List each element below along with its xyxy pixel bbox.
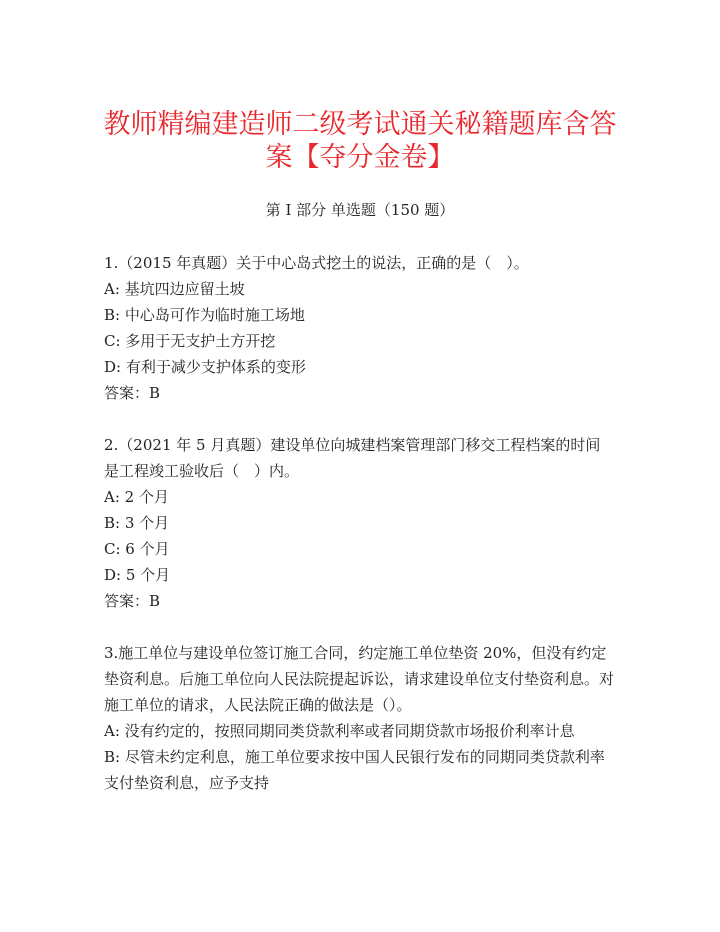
option-b: B: 尽管未约定利息，施工单位要求按中国人民银行发布的同期同类贷款利率支付垫资利息，应予支持 bbox=[104, 748, 605, 792]
option-a: A: 基坑四边应留土坡 bbox=[104, 280, 245, 298]
question-stem: 3.施工单位与建设单位签订施工合同，约定施工单位垫资 20%，但没有约定垫资利息。后施工单位向人民法院提起诉讼，请求建设单位支付垫资利息。对施工单位的请求，人民法院正确的做法是（）。 bbox=[104, 644, 615, 714]
question-stem: 2.（2021 年 5 月真题）建设单位向城建档案管理部门移交工程档案的时间是工程竣工验收后（ ）内。 bbox=[104, 436, 601, 480]
question-1 bbox=[104, 250, 614, 406]
question-stem: 1.（2015 年真题）关于中心岛式挖土的说法，正确的是（ ）。 bbox=[104, 254, 529, 272]
document-title: 教师精编建造师二级考试通关秘籍题库含答案【夺分金卷】 bbox=[103, 109, 617, 173]
option-a: A: 2 个月 bbox=[104, 488, 169, 506]
option-b: B: 中心岛可作为临时施工场地 bbox=[104, 306, 305, 324]
question-3 bbox=[104, 640, 614, 796]
option-d: D: 有利于减少支护体系的变形 bbox=[104, 358, 306, 376]
option-a: A: 没有约定的，按照同期同类贷款利率或者同期贷款市场报价利率计息 bbox=[104, 722, 575, 740]
option-d: D: 5 个月 bbox=[104, 566, 171, 584]
answer: 答案：B bbox=[104, 384, 161, 402]
section-heading: 第 I 部分 单选题（150 题） bbox=[265, 201, 455, 219]
option-c: C: 6 个月 bbox=[104, 540, 170, 558]
answer: 答案：B bbox=[104, 592, 161, 610]
option-b: B: 3 个月 bbox=[104, 514, 170, 532]
question-list bbox=[104, 250, 614, 822]
option-c: C: 多用于无支护土方开挖 bbox=[104, 332, 276, 350]
question-2 bbox=[104, 432, 614, 614]
